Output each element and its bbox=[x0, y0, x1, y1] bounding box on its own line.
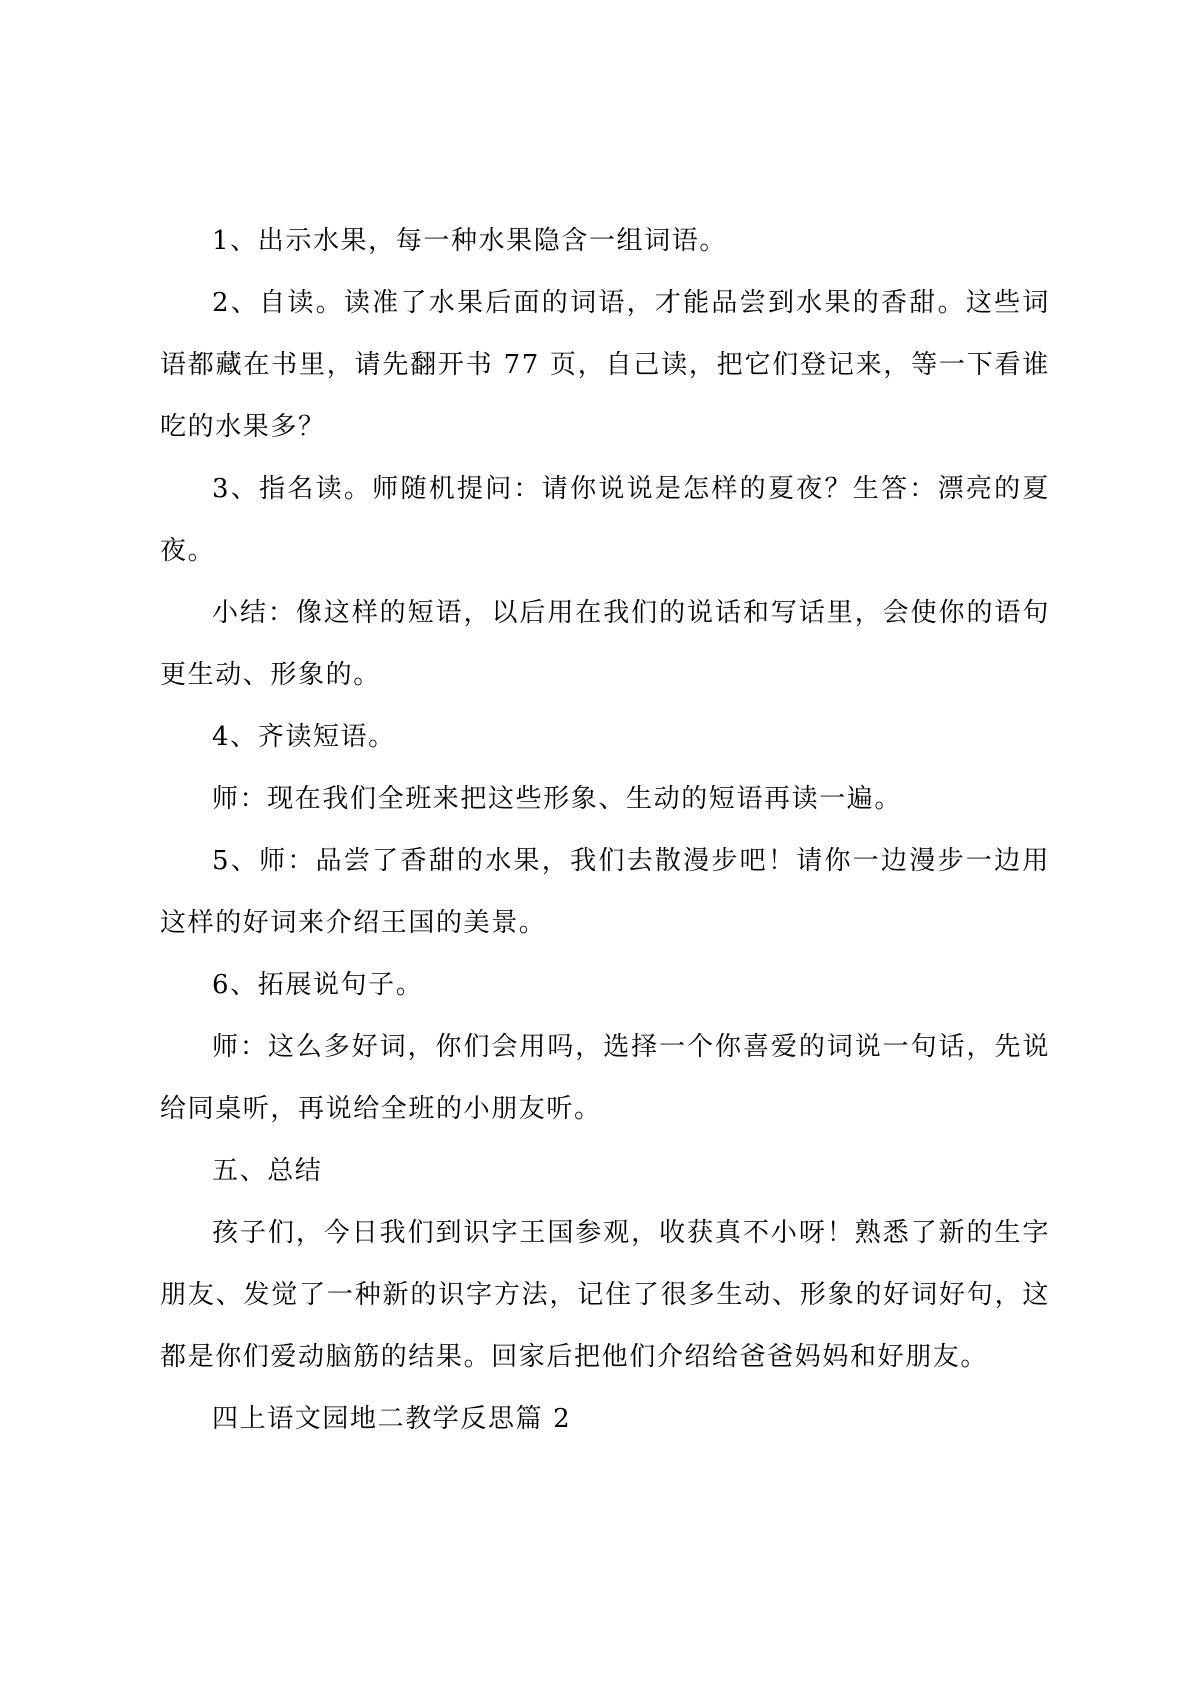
section-heading-conclusion: 五、总结 bbox=[212, 1156, 323, 1186]
paragraph-step-5: 5、师：品尝了香甜的水果，我们去散漫步吧！请你一边漫步一边用这样的好词来介绍王国的美景。 bbox=[160, 846, 1050, 938]
paragraph-step-3: 3、指名读。师随机提问：请你说说是怎样的夏夜？生答：漂亮的夏夜。 bbox=[160, 474, 1050, 566]
paragraph-teacher-1: 师：现在我们全班来把这些形象、生动的短语再读一遍。 bbox=[212, 784, 903, 814]
paragraph-step-2: 2、自读。读准了水果后面的词语，才能品尝到水果的香甜。这些词语都藏在书里，请先翻开书 77 页，自己读，把它们登记来，等一下看谁吃的水果多？ bbox=[160, 288, 1050, 442]
paragraph-step-4: 4、齐读短语。 bbox=[212, 722, 396, 752]
paragraph-step-1: 1、出示水果，每一种水果隐含一组词语。 bbox=[212, 226, 727, 256]
document-body bbox=[160, 210, 1050, 1450]
paragraph-summary: 小结：像这样的短语，以后用在我们的说话和写话里，会使你的语句更生动、形象的。 bbox=[160, 598, 1050, 690]
paragraph-teacher-2: 师：这么多好词，你们会用吗，选择一个你喜爱的词说一句话，先说给同桌听，再说给全班的小朋友听。 bbox=[160, 1032, 1050, 1124]
paragraph-conclusion: 孩子们，今日我们到识字王国参观，收获真不小呀！熟悉了新的生字朋友、发觉了一种新的识字方法，记住了很多生动、形象的好词好句，这都是你们爱动脑筋的结果。回家后把他们介绍给爸爸妈妈和好朋友。 bbox=[160, 1218, 1050, 1372]
paragraph-step-6: 6、拓展说句子。 bbox=[212, 970, 424, 1000]
section-heading-reflection: 四上语文园地二教学反思篇 2 bbox=[212, 1404, 572, 1434]
